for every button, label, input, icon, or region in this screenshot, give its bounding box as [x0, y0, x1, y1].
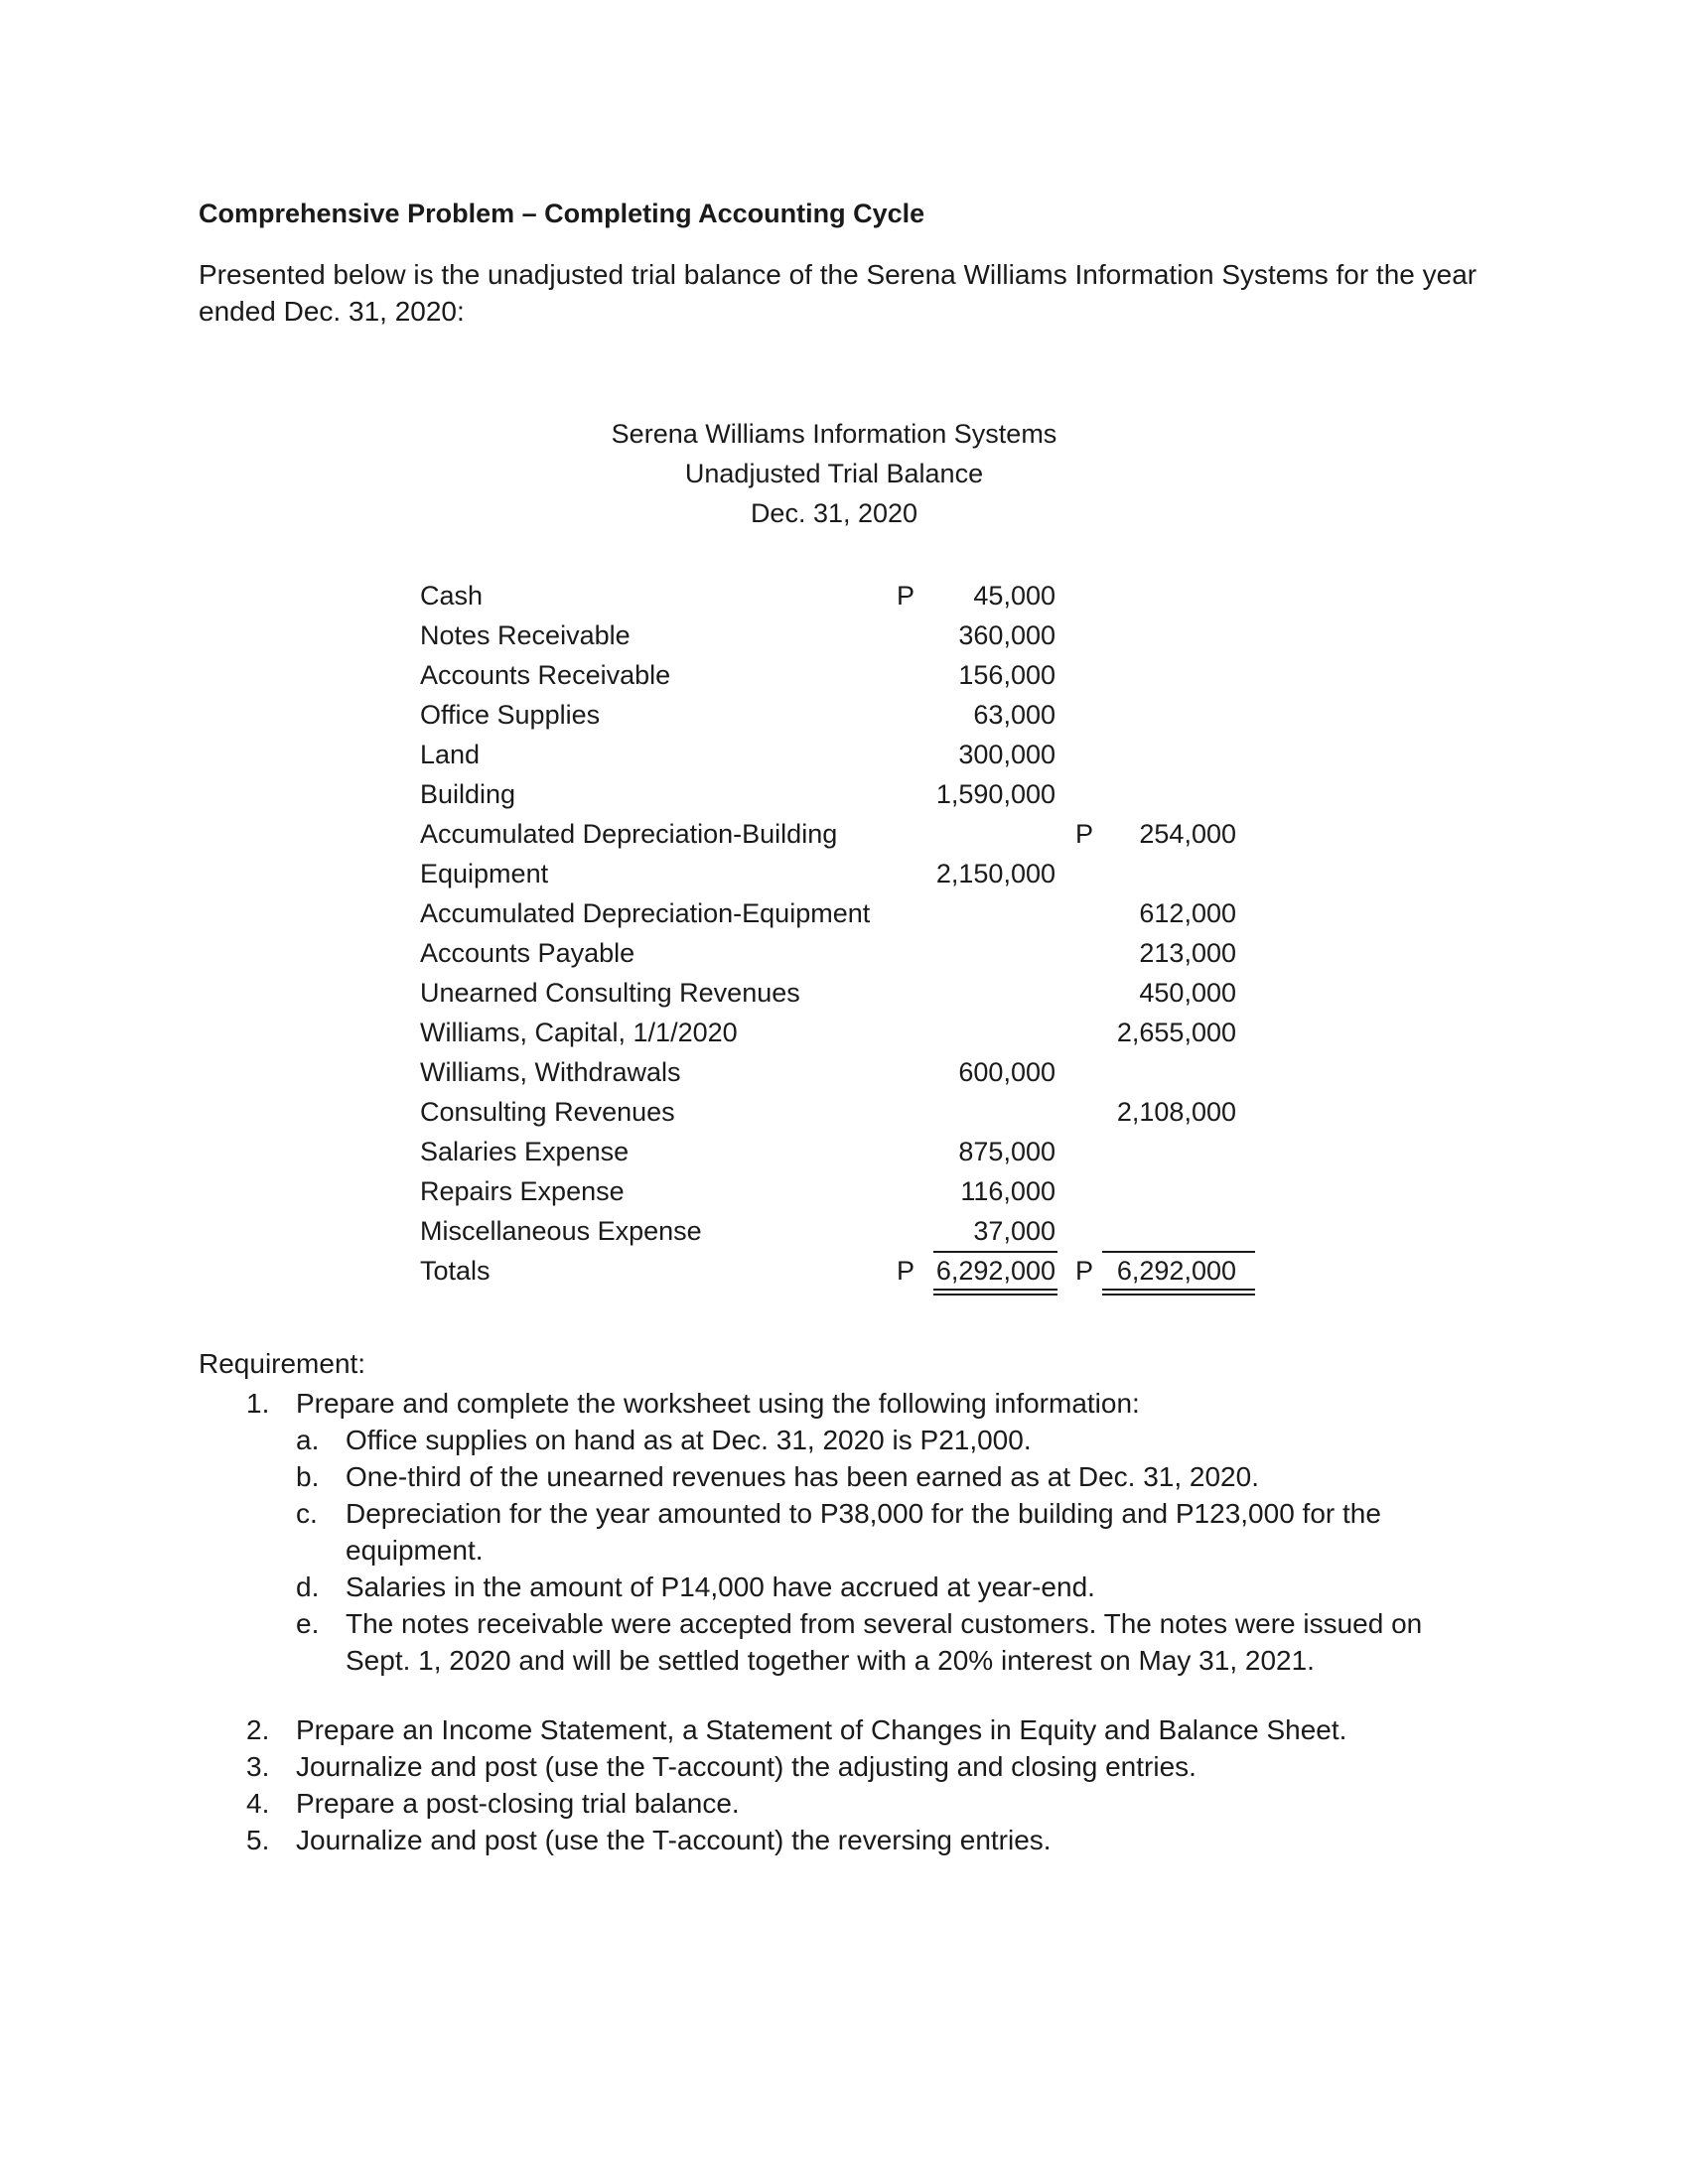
sub-item-text: Salaries in the amount of P14,000 have accrued at year-end.	[346, 1571, 1095, 1602]
account-name: Williams, Capital, 1/1/2020	[420, 1018, 738, 1047]
table-row	[0, 1013, 1688, 1052]
account-name: Building	[420, 779, 516, 809]
credit-amount: 213,000	[1139, 938, 1236, 968]
account-name: Williams, Withdrawals	[420, 1057, 681, 1087]
debit-amount: 360,000	[958, 620, 1055, 650]
requirement-number: 3.	[246, 1751, 270, 1782]
credit-amount: 450,000	[1139, 978, 1236, 1008]
debit-amount: 156,000	[958, 660, 1055, 690]
account-name: Miscellaneous Expense	[420, 1216, 702, 1246]
table-row	[0, 1052, 1688, 1092]
sub-item-text: One-third of the unearned revenues has been earned as at Dec. 31, 2020.	[346, 1461, 1259, 1492]
sub-item	[296, 1422, 1487, 1458]
account-name: Notes Receivable	[420, 620, 631, 650]
intro-paragraph: Presented below is the unadjusted trial balance of the Serena Williams Information Systems for the year ended Dec. 31, 2020:	[199, 259, 1477, 327]
account-name: Equipment	[420, 859, 549, 888]
credit-amount: 2,655,000	[1116, 1018, 1236, 1047]
account-name: Office Supplies	[420, 700, 601, 730]
requirement-number: 4.	[246, 1788, 270, 1819]
requirement-text: Prepare and complete the worksheet using the following information:	[296, 1388, 1140, 1419]
sub-item	[296, 1569, 1487, 1605]
requirement-text: Prepare a post-closing trial balance.	[296, 1788, 740, 1819]
table-row	[0, 1132, 1688, 1171]
debit-currency: P	[897, 1256, 915, 1286]
credit-currency: P	[1075, 1256, 1094, 1286]
account-name: Repairs Expense	[420, 1176, 625, 1206]
account-name: Accumulated Depreciation-Building	[420, 819, 838, 849]
requirement-text: Journalize and post (use the T-account) the adjusting and closing entries.	[296, 1751, 1196, 1782]
sub-item-text: The notes receivable were accepted from several customers. The notes were issued on Sept. 1, 2020 and will be settled together with a 20% interest on May 31, 2021.	[346, 1608, 1423, 1676]
debit-amount: 1,590,000	[935, 779, 1055, 809]
requirement-item	[246, 1785, 1438, 1822]
table-row	[0, 576, 1688, 615]
requirement-item	[246, 1748, 1438, 1785]
debit-amount: 45,000	[973, 581, 1055, 611]
account-name: Accumulated Depreciation-Equipment	[420, 898, 871, 928]
sub-item-text: Office supplies on hand as at Dec. 31, 2020 is P21,000.	[346, 1425, 1032, 1455]
sub-item-letter: d.	[296, 1571, 320, 1602]
tb-date: Dec. 31, 2020	[750, 498, 918, 528]
credit-currency: P	[1075, 819, 1094, 849]
table-row	[0, 1092, 1688, 1132]
table-row	[0, 735, 1688, 774]
table-row	[0, 1171, 1688, 1211]
debit-amount: 116,000	[960, 1176, 1055, 1206]
credit-amount: 612,000	[1139, 898, 1236, 928]
document-title: Comprehensive Problem – Completing Accounting Cycle	[199, 199, 925, 228]
totals-label: Totals	[420, 1256, 491, 1286]
account-name: Accounts Payable	[420, 938, 635, 968]
requirement-item	[246, 1711, 1438, 1748]
table-row	[0, 695, 1688, 735]
table-row	[0, 973, 1688, 1013]
tb-report-name: Unadjusted Trial Balance	[684, 459, 984, 488]
debit-amount: 2,150,000	[935, 859, 1055, 888]
debit-total: 6,292,000	[935, 1256, 1055, 1286]
sub-item-letter: a.	[296, 1425, 320, 1455]
table-row	[0, 933, 1688, 973]
requirement-number: 5.	[246, 1825, 270, 1855]
table-row	[0, 774, 1688, 814]
table-row	[0, 655, 1688, 695]
requirement-number: 1.	[246, 1388, 270, 1419]
debit-amount: 63,000	[973, 700, 1055, 730]
requirement-number: 2.	[246, 1714, 270, 1745]
sub-item-text: Depreciation for the year amounted to P38,000 for the building and P123,000 for the equipment.	[346, 1498, 1381, 1566]
table-row	[0, 854, 1688, 893]
sub-item	[296, 1605, 1487, 1679]
account-name: Unearned Consulting Revenues	[420, 978, 800, 1008]
sub-item	[296, 1495, 1487, 1569]
sub-item-letter: c.	[296, 1498, 318, 1529]
sub-item	[296, 1458, 1487, 1495]
credit-total-double-rule	[1102, 1289, 1255, 1296]
debit-amount: 600,000	[958, 1057, 1055, 1087]
credit-amount: 2,108,000	[1116, 1097, 1236, 1127]
table-row	[0, 1211, 1688, 1251]
account-name: Salaries Expense	[420, 1137, 630, 1166]
account-name: Accounts Receivable	[420, 660, 671, 690]
table-row	[0, 615, 1688, 655]
debit-currency: P	[897, 581, 915, 611]
table-row	[0, 814, 1688, 854]
requirement-text: Journalize and post (use the T-account) the reversing entries.	[296, 1825, 1052, 1855]
requirement-item	[246, 1385, 1438, 1422]
requirement-text: Prepare an Income Statement, a Statement of Changes in Equity and Balance Sheet.	[296, 1714, 1347, 1745]
credit-amount: 254,000	[1139, 819, 1236, 849]
account-name: Consulting Revenues	[420, 1097, 675, 1127]
account-name: Land	[420, 740, 481, 769]
debit-amount: 37,000	[973, 1216, 1055, 1246]
debit-amount: 300,000	[958, 740, 1055, 769]
debit-total-double-rule	[933, 1289, 1057, 1296]
requirement-item	[246, 1822, 1438, 1858]
sub-item-letter: b.	[296, 1461, 320, 1492]
totals-row	[0, 1251, 1688, 1291]
sub-item-letter: e.	[296, 1608, 320, 1639]
debit-amount: 875,000	[958, 1137, 1055, 1166]
requirement-label: Requirement:	[199, 1348, 366, 1379]
credit-total: 6,292,000	[1116, 1256, 1236, 1286]
table-row	[0, 893, 1688, 933]
tb-company-name: Serena Williams Information Systems	[611, 419, 1057, 449]
account-name: Cash	[420, 581, 484, 611]
